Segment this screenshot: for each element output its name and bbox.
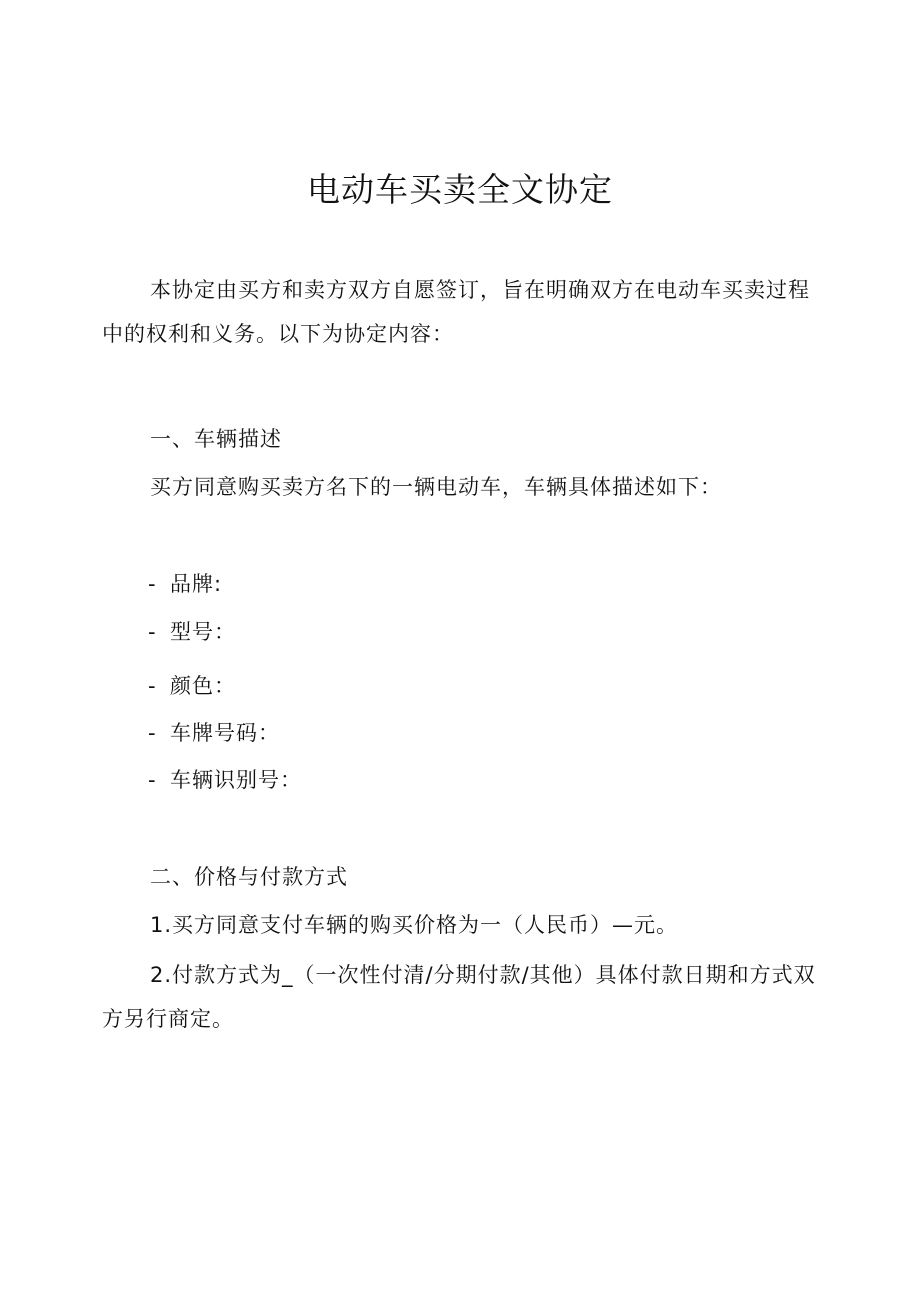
vehicle-color-label: 颜色： [170, 674, 236, 698]
intro-paragraph: 本协定由买方和卖方双方自愿签订，旨在明确双方在电动车买卖过程中的权利和义务。以下为协定内容： [102, 278, 810, 346]
vehicle-brand-label: 品牌: [170, 572, 223, 596]
vin-label: 车辆识别号： [170, 768, 302, 792]
payment-method-clause: 2.付款方式为_（一次性付清/分期付款/其他）具体付款日期和方式双方另行商定。 [102, 963, 816, 1031]
vin-field [148, 765, 302, 795]
bullet-dash: - [148, 721, 157, 745]
vehicle-brand-field [148, 569, 222, 599]
plate-number-label: 车牌号码： [170, 721, 280, 745]
bullet-dash: - [148, 572, 157, 596]
vehicle-color-field [148, 671, 236, 701]
document-title: 电动车买卖全文协定 [307, 170, 613, 209]
vehicle-model-label: 型号： [170, 620, 236, 644]
bullet-dash: - [148, 674, 157, 698]
plate-number-field [148, 718, 280, 748]
section-1-heading: 一、车辆描述 [150, 427, 282, 451]
vehicle-model-field [148, 617, 236, 647]
section-2-heading: 二、价格与付款方式 [150, 865, 348, 889]
bullet-dash: - [148, 620, 157, 644]
section-1-lead: 买方同意购买卖方名下的一辆电动车，车辆具体描述如下： [150, 475, 722, 499]
price-clause: 1.买方同意支付车辆的购买价格为一（人民币）—元。 [150, 913, 679, 937]
bullet-dash: - [148, 768, 157, 792]
